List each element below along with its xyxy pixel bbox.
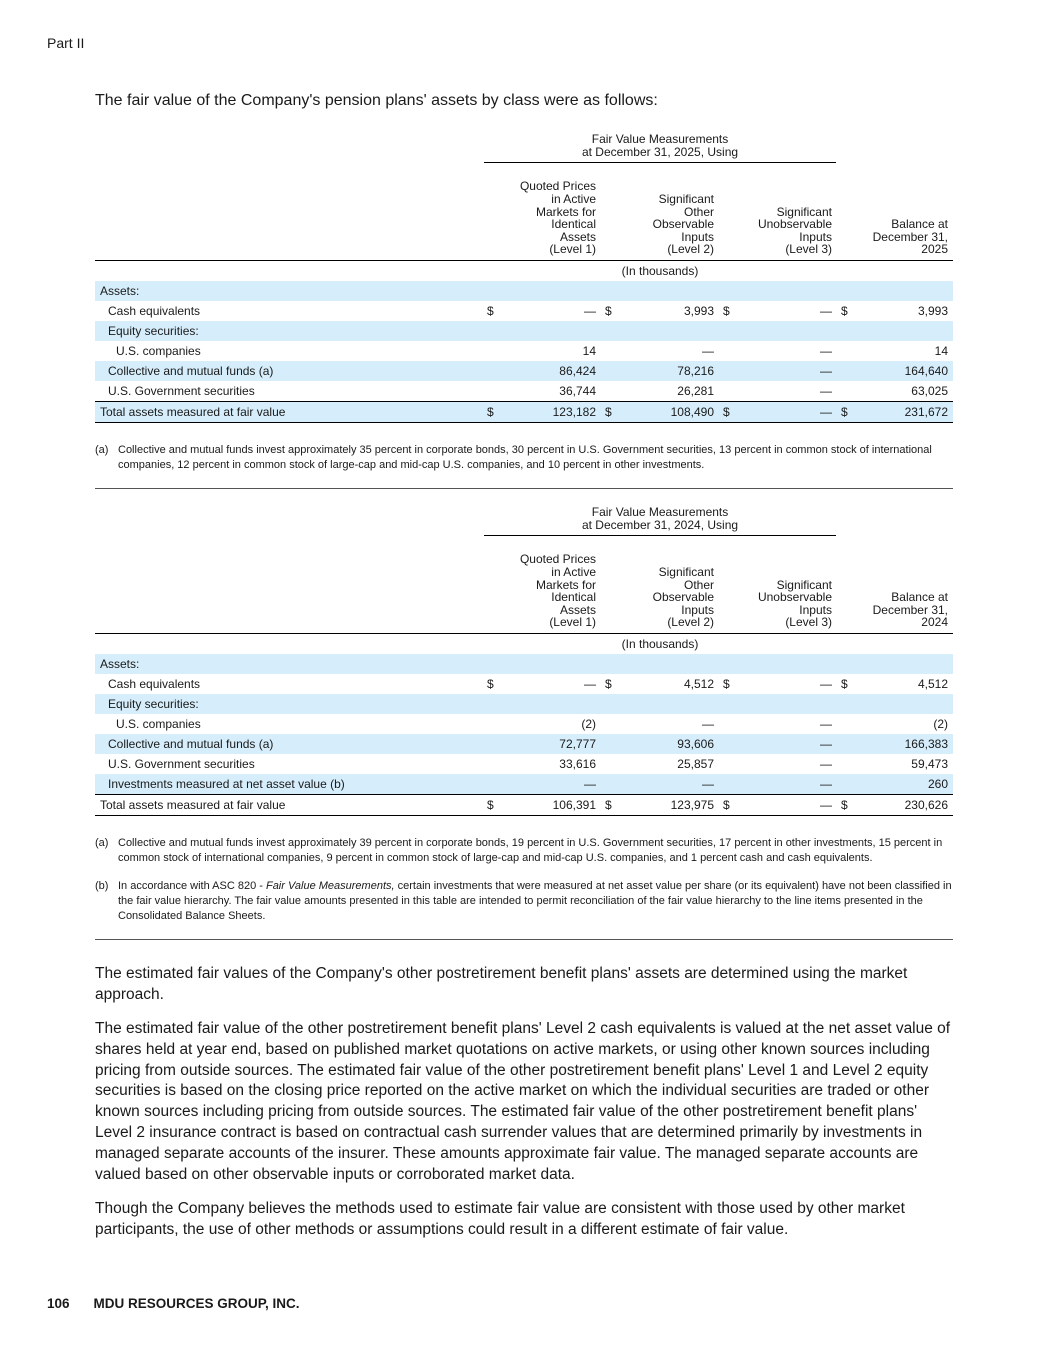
row-label: Investments measured at net asset value (b) <box>108 777 345 791</box>
paragraph-2: The estimated fair value of the other postretirement benefit plans' Level 2 cash equivalents is valued at the net asset value of shares held at year end, based on published market quotations on active markets, or using other known sources including pricing from outside sources. The estimated fair value of the other postretirement benefit plans' Level 1 and Level 2 equity securities is based on the closing price reported on the active market on which the individual securities are traded or other known sources including pricing from outside sources. The estimated fair value of the other postretirement benefit plans' Level 2 insurance contract is based on contractual cash surrender values that are determined primarily by investments in managed separate accounts of the insurer. These amounts approximate fair value. The managed separate accounts are valued based on other observable inputs or corroborated market data. <box>95 1020 951 1183</box>
page-footer <box>47 1296 300 1311</box>
cell-value: 4,512 <box>683 677 714 691</box>
currency-symbol: $ <box>841 798 848 812</box>
cell-value: 26,281 <box>677 384 714 398</box>
row-label: Assets: <box>100 284 140 298</box>
cell-value: 33,616 <box>559 757 596 771</box>
cell-value: 164,640 <box>904 364 948 378</box>
cell-value: (2) <box>581 717 596 731</box>
footnote <box>95 443 953 473</box>
total-row <box>95 401 953 423</box>
units-label: (In thousands) <box>621 637 699 651</box>
col-balance-header: Balance at December 31, 2025 <box>872 217 948 257</box>
cell-value: — <box>820 798 832 812</box>
footnote-text: In accordance with ASC 820 - <box>118 880 266 892</box>
cell-value: — <box>702 777 714 791</box>
col-level2-header: Significant Other Observable Inputs (Level 2) <box>652 192 714 257</box>
footnote-mark: (b) <box>95 880 109 892</box>
cell-value: 72,777 <box>559 737 596 751</box>
currency-symbol: $ <box>605 677 612 691</box>
paragraph-1: The estimated fair values of the Company's other postretirement benefit plans' assets are determined using the market approach. <box>95 965 908 1003</box>
footnote-text: Fair Value Measurements, <box>265 880 395 892</box>
cell-value: — <box>584 304 596 318</box>
cell-value: — <box>820 757 832 771</box>
cell-value: 59,473 <box>911 757 948 771</box>
table-body <box>95 281 953 423</box>
currency-symbol: $ <box>605 798 612 812</box>
fair-value-table-2025 <box>95 133 953 489</box>
cell-value: 106,391 <box>552 798 596 812</box>
currency-symbol: $ <box>841 304 848 318</box>
units-label: (In thousands) <box>621 264 699 278</box>
group-header: Fair Value Measurements at December 31, 2025, Using <box>581 132 739 159</box>
footnote <box>95 879 953 924</box>
cell-value: 93,606 <box>677 737 714 751</box>
fair-value-table-2024 <box>95 506 953 940</box>
currency-symbol: $ <box>605 405 612 419</box>
cell-value: — <box>820 677 832 691</box>
table-row <box>95 381 953 401</box>
group-header: Fair Value Measurements at December 31, 2024, Using <box>581 505 739 532</box>
table-row <box>95 281 953 301</box>
cell-value: — <box>820 717 832 731</box>
table-header <box>95 506 953 634</box>
cell-value: 231,672 <box>904 405 948 419</box>
cell-value: — <box>820 344 832 358</box>
cell-value: — <box>820 304 832 318</box>
col-level1-header: Quoted Prices in Active Markets for Identical Assets (Level 1) <box>519 179 596 257</box>
group-header-rule <box>484 535 836 536</box>
section-divider <box>95 939 953 940</box>
cell-value: 260 <box>927 777 948 791</box>
table-row <box>95 361 953 381</box>
row-label: Collective and mutual funds (a) <box>108 737 274 751</box>
cell-value: 63,025 <box>911 384 948 398</box>
row-label: Assets: <box>100 657 140 671</box>
cell-value: 25,857 <box>677 757 714 771</box>
cell-value: 123,182 <box>552 405 596 419</box>
col-level1-header: Quoted Prices in Active Markets for Identical Assets (Level 1) <box>519 552 596 630</box>
row-label: U.S. companies <box>116 717 201 731</box>
col-level2-header: Significant Other Observable Inputs (Level 2) <box>652 565 714 630</box>
cell-value: 108,490 <box>670 405 714 419</box>
currency-symbol: $ <box>841 405 848 419</box>
table-row <box>95 654 953 674</box>
currency-symbol: $ <box>487 304 494 318</box>
footnote-text: Collective and mutual funds invest approximately 35 percent in corporate bonds, 30 percent in U.S. Government securities, 13 percent in common stock of international companies, 12 percent in common stock of large-cap and mid-cap U.S. companies, and 10 percent in other investments. <box>118 444 932 471</box>
table-row <box>95 754 953 774</box>
cell-value: 3,993 <box>917 304 948 318</box>
row-label: Cash equivalents <box>108 304 201 318</box>
table-row <box>95 694 953 714</box>
row-label: Total assets measured at fair value <box>100 405 286 419</box>
currency-symbol: $ <box>723 798 730 812</box>
table-row <box>95 321 953 341</box>
cell-value: — <box>820 777 832 791</box>
units-row <box>95 261 953 281</box>
cell-value: — <box>702 344 714 358</box>
company-name: MDU RESOURCES GROUP, INC. <box>93 1296 300 1311</box>
table-header <box>95 133 953 261</box>
row-label: U.S. companies <box>116 344 201 358</box>
col-level3-header: Significant Unobservable Inputs (Level 3) <box>757 204 832 257</box>
table-row <box>95 774 953 794</box>
paragraph-3: Though the Company believes the methods used to estimate fair value are consistent with those used by other market participants, the use of other methods or assumptions could result in a different estimate of fair value. <box>95 1200 905 1238</box>
table-row <box>95 674 953 694</box>
currency-symbol: $ <box>723 405 730 419</box>
cell-value: — <box>820 364 832 378</box>
row-label: Total assets measured at fair value <box>100 798 286 812</box>
row-label: U.S. Government securities <box>108 384 255 398</box>
cell-value: — <box>584 777 596 791</box>
row-label: Collective and mutual funds (a) <box>108 364 274 378</box>
footnote-mark: (a) <box>95 837 109 849</box>
section-divider <box>95 488 953 489</box>
footnote-text: Collective and mutual funds invest approximately 39 percent in corporate bonds, 19 percent in U.S. Government securities, 17 percent in other investments, 15 percent in common stock of international companies, 9 percent in common stock of large-cap and mid-cap U.S. companies, and 1 percent cash and cash equivalents. <box>118 837 943 864</box>
cell-value: (2) <box>933 717 948 731</box>
currency-symbol: $ <box>841 677 848 691</box>
cell-value: 14 <box>934 344 948 358</box>
table-row <box>95 341 953 361</box>
table-row <box>95 734 953 754</box>
intro-text: The fair value of the Company's pension plans' assets by class were as follows: <box>95 92 658 109</box>
currency-symbol: $ <box>605 304 612 318</box>
footnote-text: certain investments that were measured at net asset value per share (or its equivalent) have not been classified in the fair value hierarchy. The fair value amounts presented in this table are intended to permit reconciliation of the fair value hierarchy to the line items presented in the Consolidated Balance Sheets. <box>118 880 952 922</box>
currency-symbol: $ <box>723 677 730 691</box>
footnotes <box>95 836 953 924</box>
total-row <box>95 794 953 816</box>
cell-value: 86,424 <box>559 364 596 378</box>
part-label: Part II <box>47 35 85 51</box>
cell-value: — <box>584 677 596 691</box>
row-label: Cash equivalents <box>108 677 201 691</box>
currency-symbol: $ <box>487 405 494 419</box>
currency-symbol: $ <box>487 798 494 812</box>
cell-value: 166,383 <box>904 737 948 751</box>
col-balance-header: Balance at December 31, 2024 <box>872 590 948 630</box>
units-row <box>95 634 953 654</box>
row-label: U.S. Government securities <box>108 757 255 771</box>
cell-value: — <box>702 717 714 731</box>
currency-symbol: $ <box>487 677 494 691</box>
row-label: Equity securities: <box>108 324 199 338</box>
table-row <box>95 714 953 734</box>
cell-value: — <box>820 737 832 751</box>
footnotes <box>95 443 953 473</box>
cell-value: 4,512 <box>917 677 948 691</box>
cell-value: — <box>820 405 832 419</box>
footnote-mark: (a) <box>95 444 109 456</box>
footnote <box>95 836 953 866</box>
group-header-rule <box>484 162 836 163</box>
table-row <box>95 301 953 321</box>
cell-value: 14 <box>582 344 596 358</box>
page-number: 106 <box>47 1296 70 1311</box>
cell-value: — <box>820 384 832 398</box>
row-label: Equity securities: <box>108 697 199 711</box>
currency-symbol: $ <box>723 304 730 318</box>
col-level3-header: Significant Unobservable Inputs (Level 3) <box>757 577 832 630</box>
cell-value: 78,216 <box>677 364 714 378</box>
table-body <box>95 654 953 816</box>
cell-value: 123,975 <box>670 798 714 812</box>
cell-value: 36,744 <box>559 384 596 398</box>
cell-value: 3,993 <box>683 304 714 318</box>
cell-value: 230,626 <box>904 798 948 812</box>
